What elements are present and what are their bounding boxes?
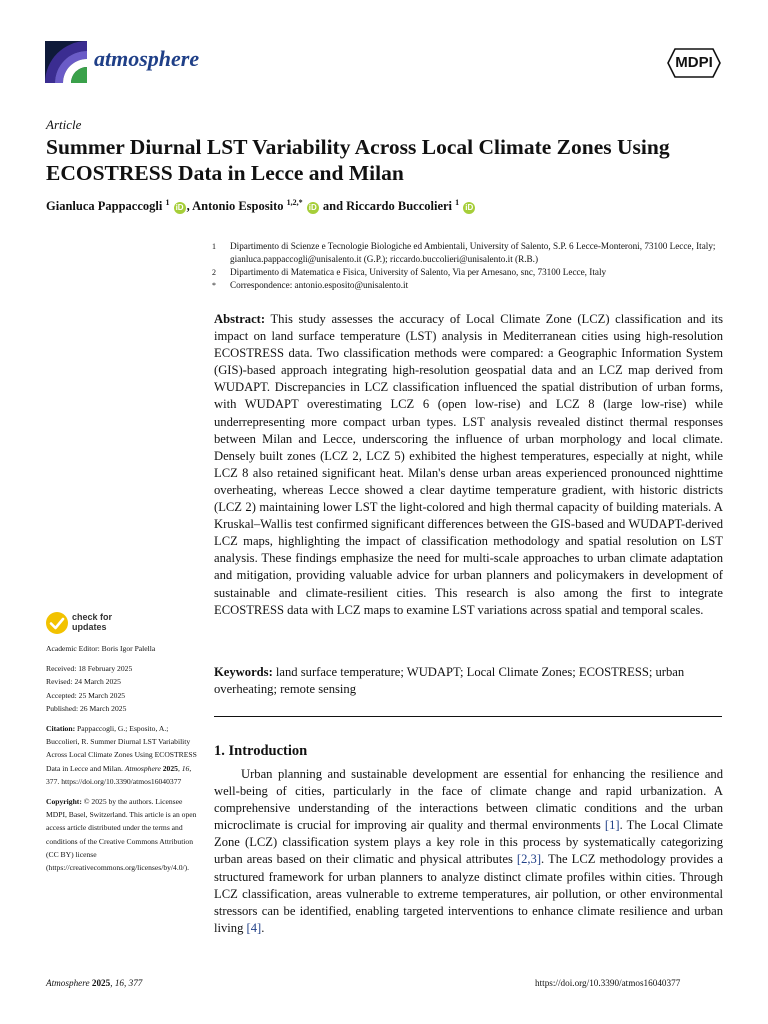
affiliation-mark: 1	[212, 242, 216, 251]
author-affiliation-mark: 1,2,*	[286, 198, 303, 207]
introduction-paragraph	[214, 766, 723, 937]
author-separator: ,	[186, 199, 193, 214]
citation-link[interactable]: [4]	[246, 920, 262, 935]
affiliations	[212, 240, 732, 292]
author-affiliation-mark: 1	[455, 198, 460, 207]
received-date: Received: 18 February 2025	[46, 664, 133, 674]
author-affiliation-mark: 1	[165, 198, 170, 207]
abstract-label: Abstract:	[214, 312, 266, 326]
footer-journal: Atmosphere	[46, 978, 90, 988]
abstract-text: This study assesses the accuracy of Local Climate Zone (LCZ) classification and its impact on land surface temperature (LST) analysis in Mediterranean cities using high-resolution ECOSTRESS data. Two classification methods were compared: a Geographic Information System (GIS)-based approach integrating high-resolution geospatial data and an LCZ map derived from WUDAPT. Discrepancies in LCZ classification influenced the spatial distribution of urban forms, with WUDAPT overestimating LCZ 6 (open low-rise) and LCZ 8 (large low-rise) while underrepresenting more compact urban types. LST analysis revealed distinct thermal responses between Milan and Lecce, underscoring the influence of urban morphology and local climate. Densely built zones (LCZ 2, LCZ 5) exhibited the highest temperatures, especially at night, while LCZ 8 also retained significant heat. Milan's dense urban areas experienced pronounced nighttime overheating, whereas Lecce showed a clear daytime temperature gradient, with historic districts (LCZ 2) maintaining lower LST the light-colored and high thermal capacity of building materials. A Kruskal–Wallis test confirmed significant differences between the GIS-based and WUDAPT-derived LCZ maps, highlighting the impact of classification methodology and spatial resolution on LST analysis. These findings emphasize the need for multi-scale approaches to urban climate adaptation and mitigation, providing valuable advice for urban planners and policymakers in development of sustainable and climate-resilient cities. This research is also among the first to integrate ECOSTRESS data with LCZ maps to examine LST variations across spatial and temporal scales.	[214, 312, 723, 617]
author-list	[46, 198, 476, 214]
keywords	[214, 664, 723, 698]
mdpi-logo-text: MDPI	[675, 54, 713, 71]
article-info-sidebar	[46, 642, 198, 881]
author-name[interactable]: and Riccardo Buccolieri	[322, 199, 453, 214]
paper-title: Summer Diurnal LST Variability Across Local Climate Zones Using ECOSTRESS Data in Lecce and Milan	[46, 135, 670, 185]
check-updates-line: check for	[72, 612, 113, 622]
orcid-icon[interactable]: iD	[308, 203, 317, 213]
journal-name: atmosphere	[94, 46, 200, 71]
orcid-icon[interactable]: iD	[175, 203, 184, 213]
keywords-text: land surface temperature; WUDAPT; Local Climate Zones; ECOSTRESS; urban overheating; remote sensing	[214, 665, 685, 697]
affiliation-item	[212, 240, 732, 266]
footer-year: 2025	[89, 978, 111, 988]
mdpi-logo	[667, 48, 721, 78]
affiliation-text: Correspondence: antonio.esposito@unisalento.it	[230, 280, 409, 290]
keywords-label: Keywords:	[214, 665, 273, 679]
affiliation-item	[212, 279, 732, 292]
accepted-date: Accepted: 25 March 2025	[46, 690, 126, 700]
citation-year: 2025	[160, 763, 178, 773]
copyright-label: Copyright:	[46, 797, 82, 807]
footer-volume: , 16, 377	[110, 978, 143, 988]
check-for-updates-button[interactable]	[45, 611, 165, 637]
abstract	[214, 311, 723, 619]
article-type: Article	[46, 117, 82, 132]
check-updates-label	[72, 612, 112, 632]
academic-editor: Academic Editor: Boris Igor Palella	[46, 644, 156, 653]
journal-logo-icon	[45, 41, 87, 83]
affiliation-mark: *	[212, 281, 216, 290]
citation-link[interactable]: [2,3]	[516, 852, 542, 867]
published-date: Published: 26 March 2025	[46, 703, 127, 713]
author-name[interactable]: Antonio Esposito	[192, 199, 284, 214]
citation-text: Pappaccogli, G.; Esposito, A.; Buccolieri, R. Summer Diurnal LST Variability Across Local Climate Zones Using ECOSTRESS Data in Lecce and Milan.	[46, 724, 197, 773]
affiliation-mark: 2	[212, 268, 216, 277]
citation-label: Citation:	[46, 724, 76, 734]
check-updates-icon	[45, 611, 69, 635]
publication-history	[46, 662, 198, 715]
citation-pages-doi[interactable]: , 377. https://doi.org/10.3390/atmos16040377	[46, 763, 192, 786]
citation-block	[46, 722, 198, 788]
orcid-icon[interactable]: iD	[465, 203, 474, 213]
check-updates-line: updates	[72, 622, 107, 632]
intro-text: .	[261, 920, 265, 935]
section-heading: 1. Introduction	[214, 743, 308, 759]
intro-text: . The Local Climate Zone (LCZ) classification system plays a key role in this process by systematically categorizing urban areas based on their climatic and physical attributes	[214, 818, 723, 867]
footer-citation	[46, 978, 142, 988]
footer-doi-link[interactable]: https://doi.org/10.3390/atmos16040377	[535, 978, 681, 988]
intro-text: Urban planning and sustainable development are essential for enhancing the resilience and well-being of cities, particularly in the face of climate change and rapid urbanization. A comprehensive understanding of the interactions between climatic conditions and the urban microclimate is crucial for improving air quality and thermal environments	[214, 767, 723, 833]
copyright-text: © 2025 by the authors. Licensee MDPI, Basel, Switzerland. This article is an open access article distributed under the terms and conditions of the Creative Commons Attribution (CC BY) license (https://creativecommons.org/licenses/by/4.0/).	[46, 797, 197, 873]
author-name[interactable]: Gianluca Pappaccogli	[46, 199, 163, 214]
citation-link[interactable]: [1]	[604, 818, 620, 833]
citation-journal: Atmosphere	[124, 763, 161, 773]
affiliation-text: Dipartimento di Matematica e Fisica, University of Salento, Via per Arnesano, snc, 73100 Lecce, Italy	[230, 267, 607, 277]
section-divider	[214, 716, 722, 717]
intro-text: . The LCZ methodology provides a structured framework for urban planners to analyze distinct climate profiles within cities. Through LCZ classification, areas vulnerable to extreme temperatures, air pollution, or other environmental stressors can be identified, enabling targeted interventions to enhance climate resilience and urban living	[214, 852, 723, 935]
affiliation-text: Dipartimento di Scienze e Tecnologie Biologiche ed Ambientali, University of Salento, S.P. 6 Lecce-Monteroni, 73100 Lecce, Italy; gianluca.pappaccogli@unisalento.it (G.P.); riccardo.buccolieri@unisalento.it (R.B.)	[230, 241, 716, 264]
copyright-block	[46, 795, 198, 874]
revised-date: Revised: 24 March 2025	[46, 677, 121, 687]
citation-volume: , 16	[177, 763, 190, 773]
affiliation-item	[212, 266, 732, 279]
